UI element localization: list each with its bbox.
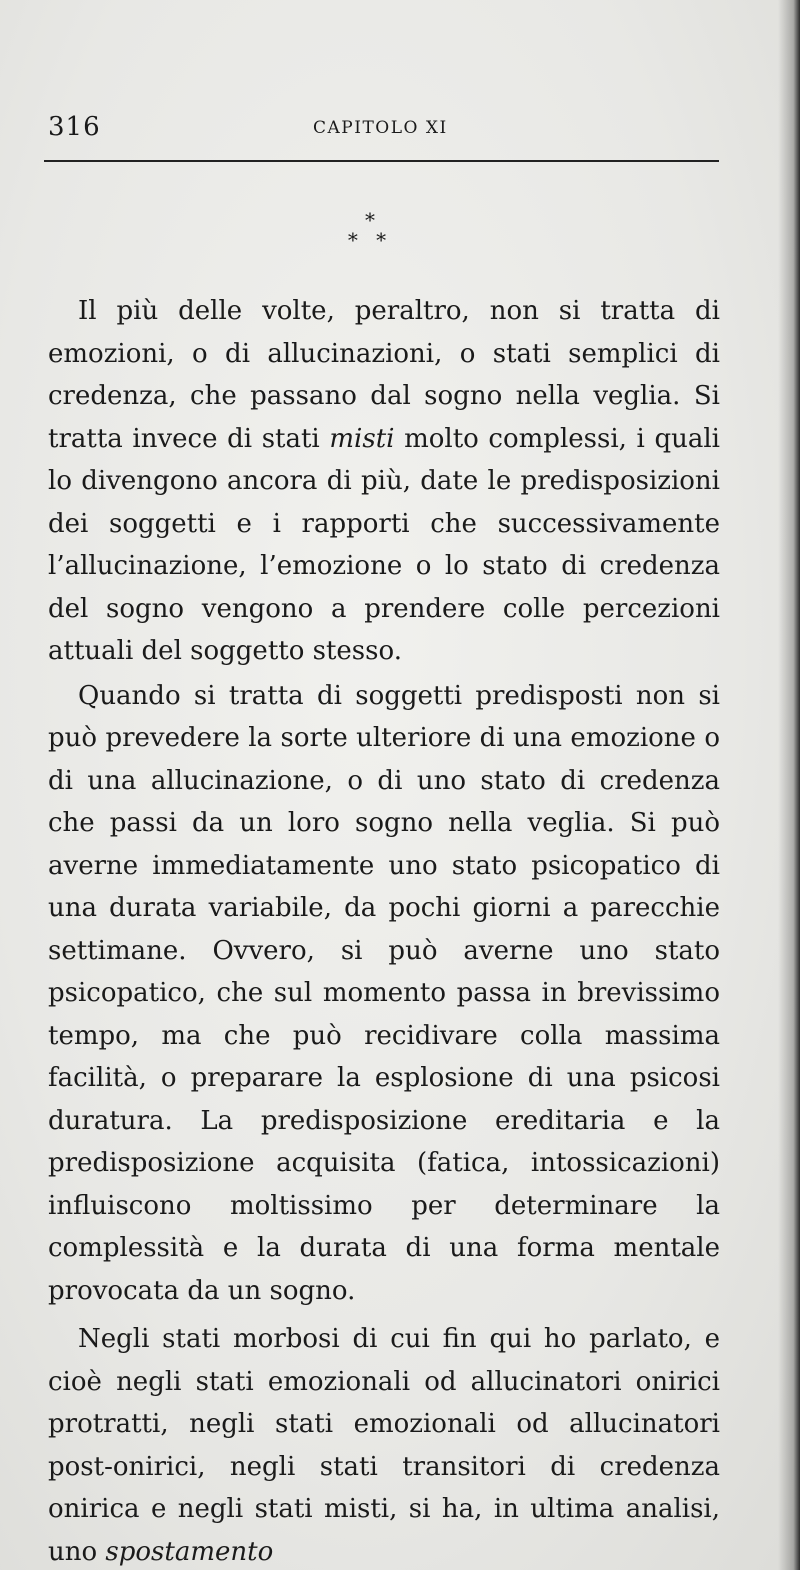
asterism-top: * [365,208,375,232]
page-edge-shadow [778,0,800,1570]
paragraph-1-emphasis: misti [329,423,395,454]
paragraph-3 [48,1318,720,1570]
header-rule [44,160,719,162]
section-break-asterism [330,210,410,250]
running-title: CAPITOLO XI [313,118,448,138]
asterism-bottom: * * [347,228,393,252]
paragraph-2 [48,675,720,1313]
body-text [48,290,720,1570]
paragraph-1-text-a: Il più delle volte, peraltro, non si tratta di emozioni, o di allucinazioni, o stati semplici di credenza, che passano dal sogno nella veglia. Si tratta invece di stati [48,296,720,454]
page-header [48,112,718,152]
page-number: 316 [48,112,101,142]
paragraph-3-emphasis: spostamento [105,1536,274,1567]
paragraph-1-text-b: molto complessi, i quali lo divengono ancora di più, date le predisposizioni dei soggetti e i rapporti che successivamente l’allucinazione, l’emozione o lo stato di credenza del sogno vengono a prendere colle percezioni attuali del soggetto stesso. [48,423,720,666]
paragraph-3-text-a: Negli stati morbosi di cui fin qui ho parlato, e cioè negli stati emozionali od allucinatori onirici protratti, negli stati emozionali od allucinatori post-onirici, negli stati transitori di credenza onirica e negli stati misti, si ha, in ultima analisi, uno [48,1324,720,1567]
paragraph-2-text: Quando si tratta di soggetti predisposti non si può prevedere la sorte ulteriore di una emozione o di una allucinazione, o di uno stato di credenza che passi da un loro sogno nella veglia. Si può averne immediatamente uno stato psicopatico di una durata variabile, da pochi giorni a parecchie settimane. Ovvero, si può averne uno stato psicopatico, che sul momento passa in brevissimo tempo, ma che può recidivare colla massima facilità, o preparare la esplosione di una psicosi duratura. La predisposizione ereditaria e la predisposizione acquisita (fatica, intossicazioni) influiscono moltissimo per determinare la complessità e la durata di una forma mentale provocata da un sogno. [48,680,720,1306]
paragraph-1 [48,290,720,673]
